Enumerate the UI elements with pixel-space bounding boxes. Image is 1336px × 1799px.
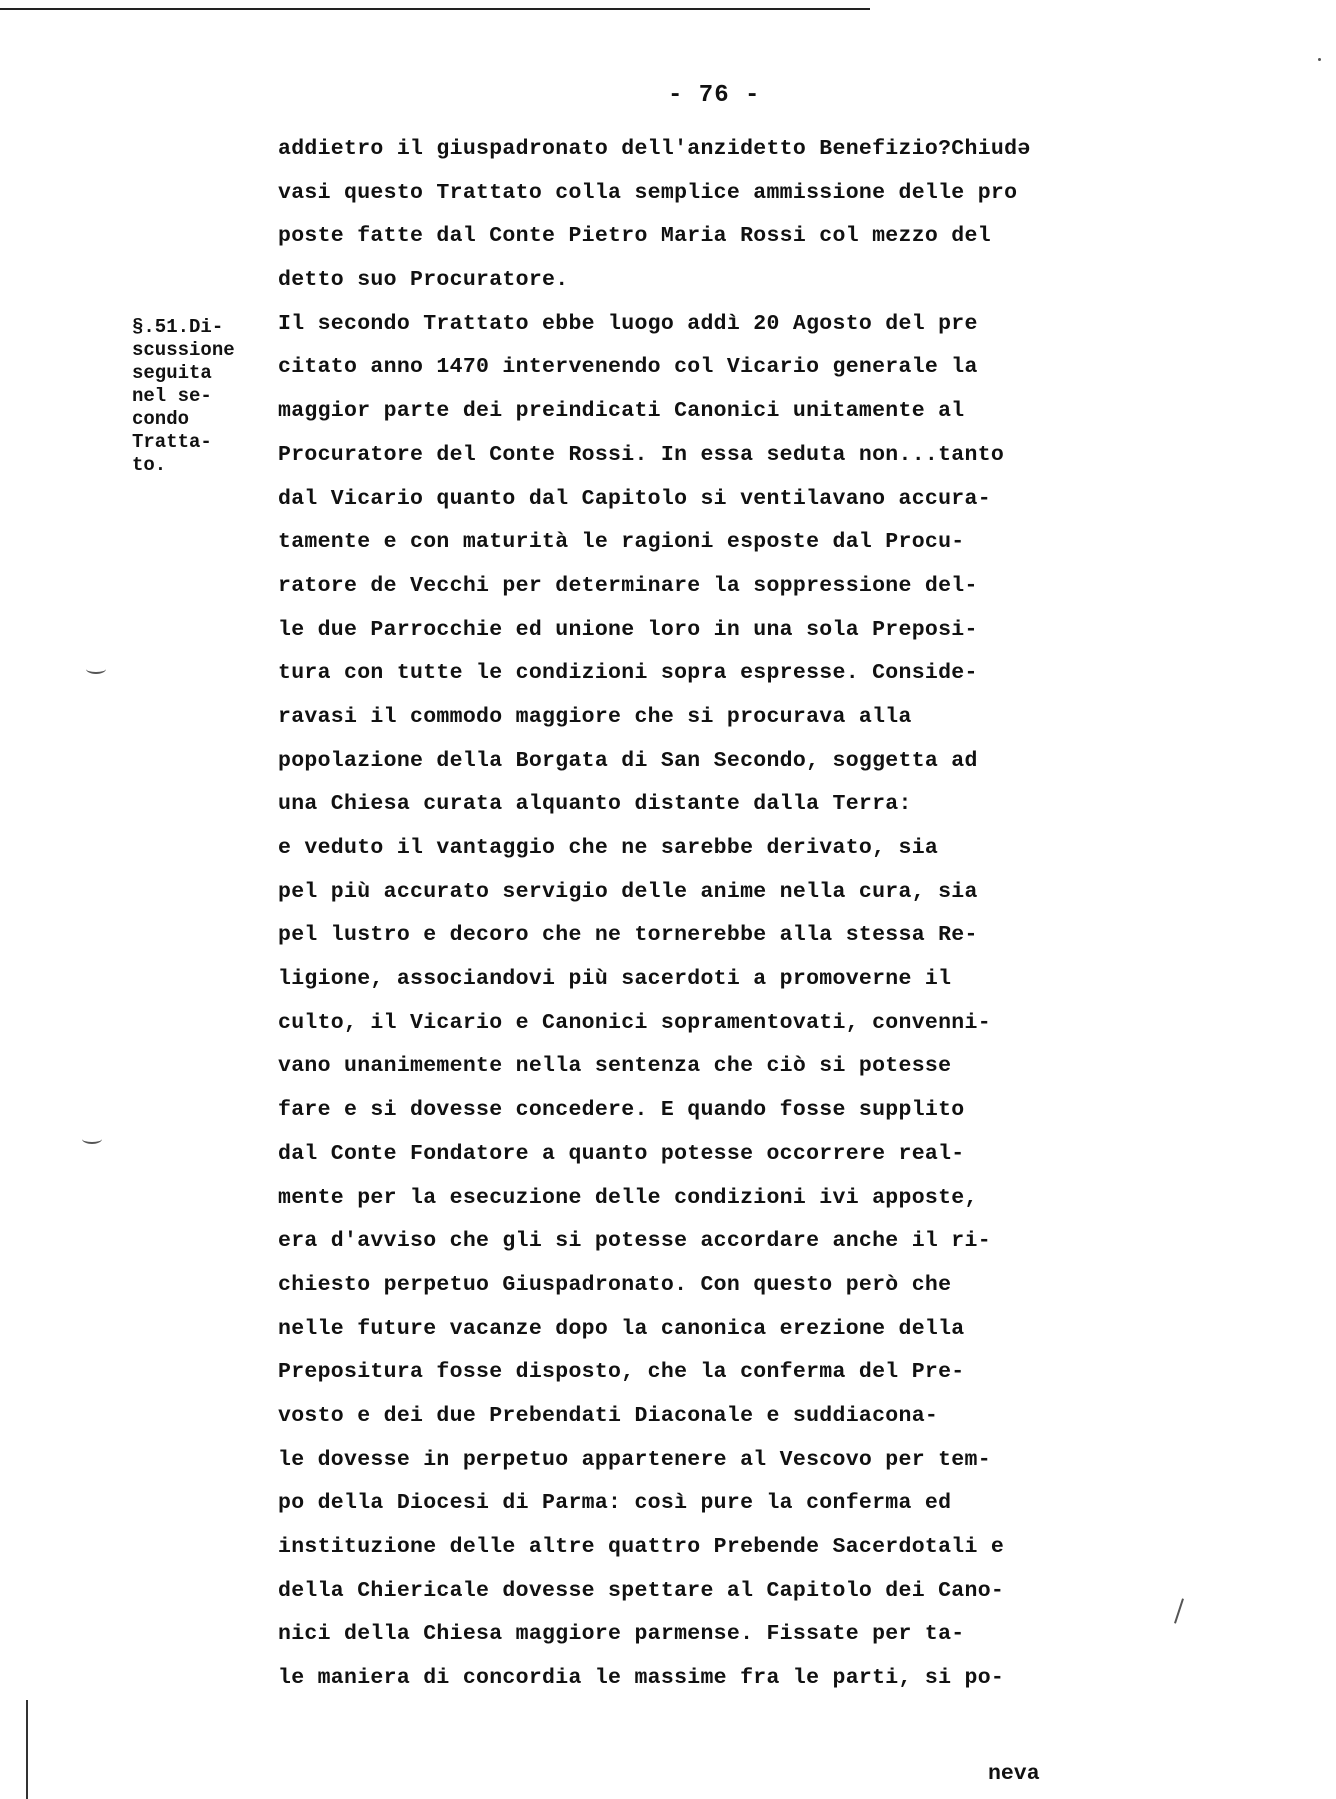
scan-border-left [26,1700,28,1799]
text-line: po della Diocesi di Parma: così pure la conferma ed [278,1491,952,1516]
text-line: detto suo Procuratore. [278,268,569,293]
page-number: - 76 - [668,82,761,109]
text-line: della Chiericale dovesse spettare al Capitolo dei Cano- [278,1578,1005,1603]
text-line: maggior parte dei preindicati Canonici unitamente al [278,399,965,424]
text-line: mente per la esecuzione delle condizioni ivi apposte, [278,1185,978,1210]
body-text [278,128,1158,1701]
text-line: Il secondo Trattato ebbe luogo addì 20 Agosto del pre [278,311,978,336]
text-line: addietro il giuspadronato dell'anzidetto Benefizio?Chiudə [278,137,1031,161]
scan-mark [86,664,106,674]
margin-note-line: Tratta- [132,431,212,453]
text-line: vasi questo Trattato colla semplice ammissione delle pro [278,180,1018,205]
text-line: una Chiesa curata alquanto distante dalla Terra: [278,792,912,817]
text-line: instituzione delle altre quattro Prebende Sacerdotali e [278,1535,1005,1559]
scan-mark [1318,58,1321,61]
text-line: poste fatte dal Conte Pietro Maria Rossi col mezzo del [278,224,991,249]
margin-note-line: to. [132,454,167,476]
text-line: vano unanimemente nella sentenza che ciò si potesse [278,1054,952,1079]
text-line: fare e si dovesse concedere. E quando fosse supplito [278,1098,965,1123]
text-line: dal Conte Fondatore a quanto potesse occorrere real- [278,1141,965,1166]
text-line: le maniera di concordia le massime fra le parti, si po- [278,1666,1005,1691]
text-line: dal Vicario quanto dal Capitolo si ventilavano accura- [278,486,991,511]
text-line: ratore de Vecchi per determinare la soppressione del- [278,573,978,598]
margin-note-line: condo [132,408,190,430]
text-line: Procuratore del Conte Rossi. In essa seduta non...tanto [278,442,1005,467]
margin-note-line: scussione [132,339,235,361]
margin-note [132,316,272,477]
scan-mark [82,1134,102,1144]
scan-mark [1174,1598,1184,1623]
text-line: popolazione della Borgata di San Secondo, soggetta ad [278,748,978,773]
text-line: nelle future vacanze dopo la canonica erezione della [278,1316,965,1341]
text-line: le dovesse in perpetuo appartenere al Vescovo per tem- [278,1447,991,1472]
text-line: era d'avviso che gli si potesse accordare anche il ri- [278,1229,991,1254]
catchword: neva [988,1762,1040,1786]
text-line: chiesto perpetuo Giuspadronato. Con questo però che [278,1272,952,1297]
text-line: tura con tutte le condizioni sopra espresse. Conside- [278,661,978,686]
margin-note-line: nel se- [132,385,212,407]
text-line: culto, il Vicario e Canonici sopramentovati, convenni- [278,1010,991,1035]
text-line: le due Parrocchie ed unione loro in una sola Preposi- [278,617,978,642]
text-line: pel lustro e decoro che ne tornerebbe alla stessa Re- [278,923,978,948]
margin-note-line: §.51.Di- [132,316,224,338]
text-line: nici della Chiesa maggiore parmense. Fissate per ta- [278,1622,965,1647]
margin-note-line: seguita [132,362,212,384]
text-line: ligione, associandovi più sacerdoti a promoverne il [278,967,952,992]
text-line: tamente e con maturità le ragioni esposte dal Procu- [278,530,965,555]
scan-border-top [0,8,870,10]
text-line: ravasi il commodo maggiore che si procurava alla [278,704,912,729]
text-line: pel più accurato servigio delle anime nella cura, sia [278,879,978,904]
text-line: vosto e dei due Prebendati Diaconale e suddiacona- [278,1403,939,1428]
text-line: e veduto il vantaggio che ne sarebbe derivato, sia [278,836,939,860]
text-line: citato anno 1470 intervenendo col Vicario generale la [278,355,978,380]
text-line: Prepositura fosse disposto, che la conferma del Pre- [278,1360,965,1385]
